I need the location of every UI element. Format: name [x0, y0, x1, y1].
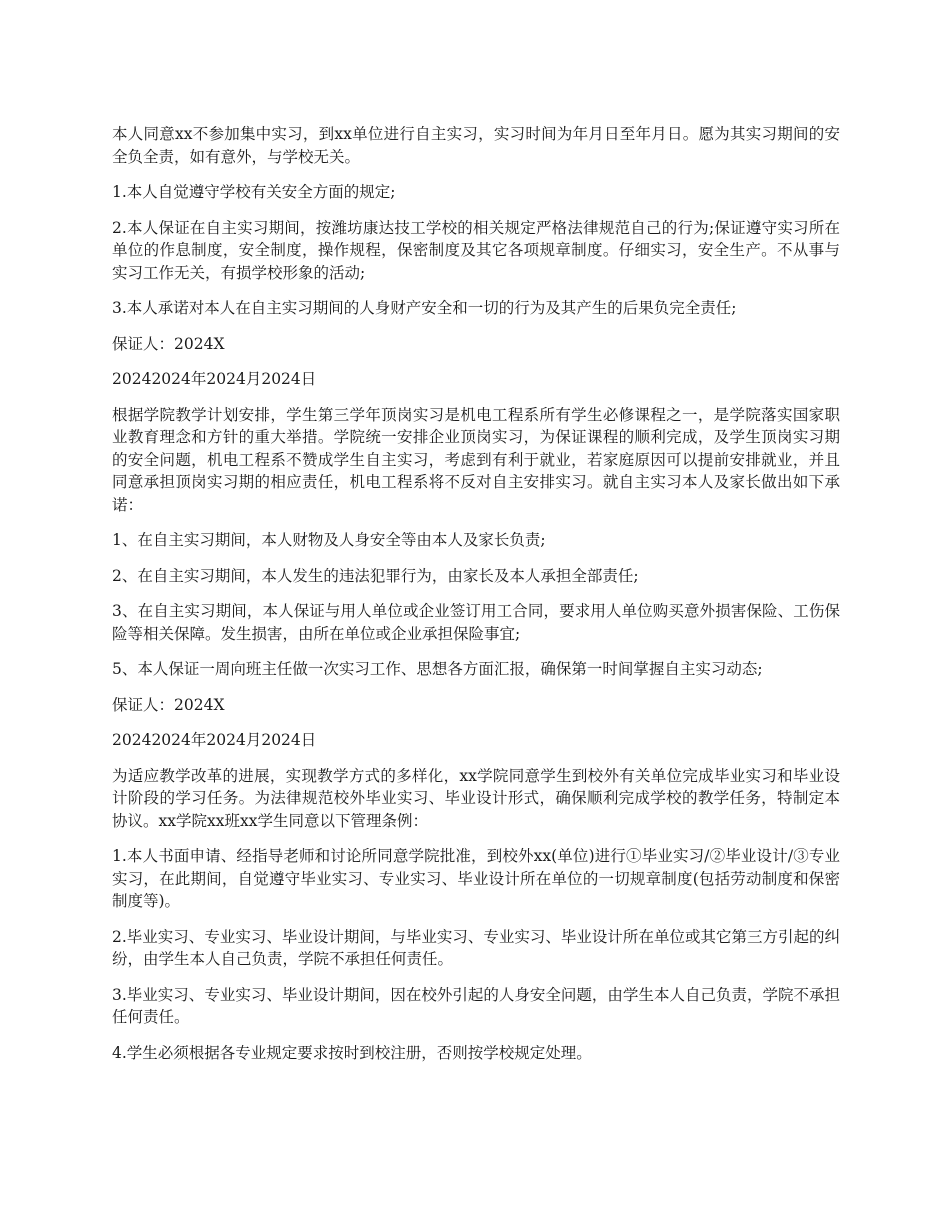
date-line: 20242024年2024月2024日	[112, 370, 317, 388]
rule-paragraph-3: 3.本人承诺对本人在自主实习期间的人身财产安全和一切的行为及其产生的后果负完全责任;	[112, 299, 737, 317]
agreement-clause-2: 2.毕业实习、专业实习、毕业设计期间，与毕业实习、专业实习、毕业设计所在单位或其它第三方引起的纠纷，由学生本人自己负责，学院不承担任何责任。	[112, 927, 840, 968]
agreement-clause-1: 1.本人书面申请、经指导老师和讨论所同意学院批准，到校外xx(单位)进行①毕业实习/②毕业设计/③专业实习，在此期间，自觉遵守毕业实习、专业实习、毕业设计所在单位的一切规章制度(包括劳动制度和保密制度等)。	[112, 847, 840, 910]
agreement-clause-4: 4.学生必须根据各专业规定要求按时到校注册，否则按学校规定处理。	[112, 1043, 592, 1062]
document-body	[112, 123, 840, 1077]
commitment-item-2: 2、在自主实习期间，本人发生的违法犯罪行为，由家长及本人承担全部责任;	[112, 566, 639, 585]
background-paragraph: 根据学院教学计划安排，学生第三学年顶岗实习是机电工程系所有学生必修课程之一，是学院落实国家职业教育理念和方针的重大举措。学院统一安排企业顶岗实习，为保证课程的顺利完成，及学生顶岗实习期的安全问题，机电工程系不赞成学生自主实习，考虑到有利于就业，若家庭原因可以提前安排就业，并且同意承担顶岗实习期的相应责任，机电工程系将不反对自主安排实习。就自主实习本人及家长做出如下承诺：	[112, 405, 840, 514]
agreement-intro-paragraph: 为适应教学改革的进展，实现教学方式的多样化，xx学院同意学生到校外有关单位完成毕业实习和毕业设计阶段的学习任务。为法律规范校外毕业实习、毕业设计形式，确保顺利完成学校的教学任务，特制定本协议。xx学院xx班xx学生同意以下管理条例：	[112, 766, 840, 830]
guarantor-line: 保证人：2024X	[112, 334, 225, 353]
date-line: 20242024年2024月2024日	[112, 731, 317, 749]
agreement-clause-3: 3.毕业实习、专业实习、毕业设计期间，因在校外引起的人身安全问题，由学生本人自己负责，学院不承担任何责任。	[112, 985, 840, 1026]
intro-paragraph: 本人同意xx不参加集中实习，到xx单位进行自主实习，实习时间为年月日至年月日。愿为其实习期间的安全负全责，如有意外，与学校无关。	[112, 125, 840, 166]
rule-paragraph-2: 2.本人保证在自主实习期间，按潍坊康达技工学校的相关规定严格法律规范自己的行为;保证遵守实习所在单位的作息制度，安全制度，操作规程，保密制度及其它各项规章制度。仔细实习，安全生产。不从事与实习工作无关，有损学校形象的活动;	[112, 218, 840, 282]
commitment-item-3: 3、在自主实习期间，本人保证与用人单位或企业签订用工合同，要求用人单位购买意外损害保险、工伤保险等相关保障。发生损害，由所在单位或企业承担保险事宜;	[112, 602, 840, 643]
commitment-item-5: 5、本人保证一周向班主任做一次实习工作、思想各方面汇报，确保第一时间掌握自主实习动态;	[112, 660, 763, 678]
rule-paragraph-1: 1.本人自觉遵守学校有关安全方面的规定;	[112, 183, 396, 201]
commitment-item-1: 1、在自主实习期间，本人财物及人身安全等由本人及家长负责;	[112, 531, 546, 549]
guarantor-line: 保证人：2024X	[112, 695, 225, 714]
